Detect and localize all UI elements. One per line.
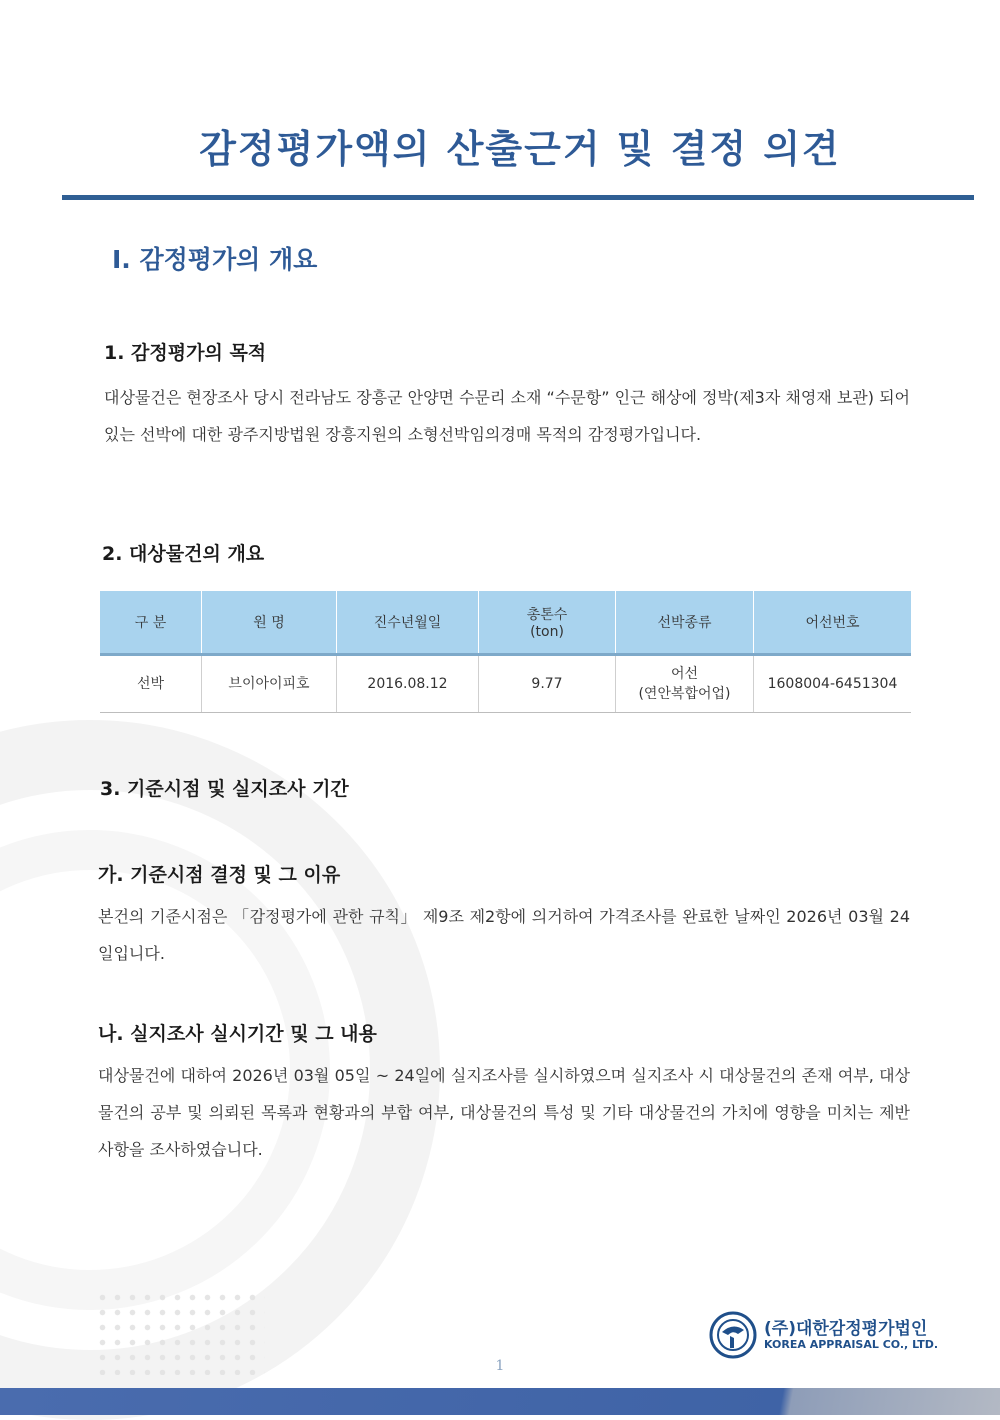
col-tonnage-header bbox=[479, 591, 616, 655]
overview-heading: 2. 대상물건의 개요 bbox=[102, 543, 265, 565]
cell-name: 브이아이피호 bbox=[202, 655, 337, 713]
basis-date-heading: 가. 기준시점 결정 및 그 이유 bbox=[98, 864, 341, 886]
purpose-text: 대상물건은 현장조사 당시 전라남도 장흥군 안양면 수문리 소재 “수문항” 인근 해상에 정박(제3자 채영재 보관) 되어있는 선박에 대한 광주지방법원 장흥지원의 소형선박임의경매 목적의 감정평가입니다. bbox=[104, 388, 910, 444]
col-tonnage-unit: (ton) bbox=[530, 624, 564, 640]
cell-type-main: 어선 bbox=[670, 666, 699, 682]
col-name-header: 원 명 bbox=[202, 591, 337, 655]
cell-tonnage: 9.77 bbox=[479, 655, 616, 713]
company-name-english: KOREA APPRAISAL CO., LTD. bbox=[764, 1338, 939, 1351]
inspection-heading: 나. 실지조사 실시기간 및 그 내용 bbox=[98, 1023, 377, 1045]
section-heading: Ⅰ. 감정평가의 개요 bbox=[112, 245, 318, 274]
page-title: 감정평가액의 산출근거 및 결정 의견 bbox=[199, 127, 841, 171]
cell-type-sub: (연안복합어업) bbox=[638, 686, 731, 702]
col-type-header: 선박종류 bbox=[616, 591, 754, 655]
cell-type bbox=[616, 655, 754, 713]
basis-date-text: 본건의 기준시점은 「감정평가에 관한 규칙」 제9조 제2항에 의거하여 가격조사를 완료한 날짜인 2026년 03월 24일입니다. bbox=[98, 907, 910, 963]
company-emblem-icon bbox=[708, 1310, 758, 1360]
cell-launch-date: 2016.08.12 bbox=[337, 655, 479, 713]
table-header-row bbox=[100, 591, 911, 655]
company-name-korean: (주)대한감정평가법인 bbox=[764, 1319, 928, 1339]
col-tonnage-label: 총톤수 bbox=[526, 607, 568, 623]
inspection-text: 대상물건에 대하여 2026년 03월 05일 ~ 24일에 실지조사를 실시하였으며 실지조사 시 대상물건의 존재 여부, 대상물건의 공부 및 의뢰된 목록과 현황과의 부합 여부, 대상물건의 특성 및 기타 대상물건의 가치에 영향을 미치는 제반사항을 조사하였습니다. bbox=[98, 1066, 910, 1159]
col-launch-date-header: 진수년월일 bbox=[337, 591, 479, 655]
overview-table bbox=[100, 591, 911, 713]
page-number: 1 bbox=[495, 1358, 505, 1374]
cell-number: 1608004-6451304 bbox=[754, 655, 912, 713]
col-category-header: 구 분 bbox=[100, 591, 202, 655]
title-divider bbox=[62, 195, 974, 200]
footer-bar bbox=[0, 1388, 1000, 1415]
cell-category: 선박 bbox=[100, 655, 202, 713]
basis-heading: 3. 기준시점 및 실지조사 기간 bbox=[100, 778, 349, 800]
table-row bbox=[100, 655, 911, 713]
purpose-heading: 1. 감정평가의 목적 bbox=[104, 342, 267, 364]
col-number-header: 어선번호 bbox=[754, 591, 912, 655]
